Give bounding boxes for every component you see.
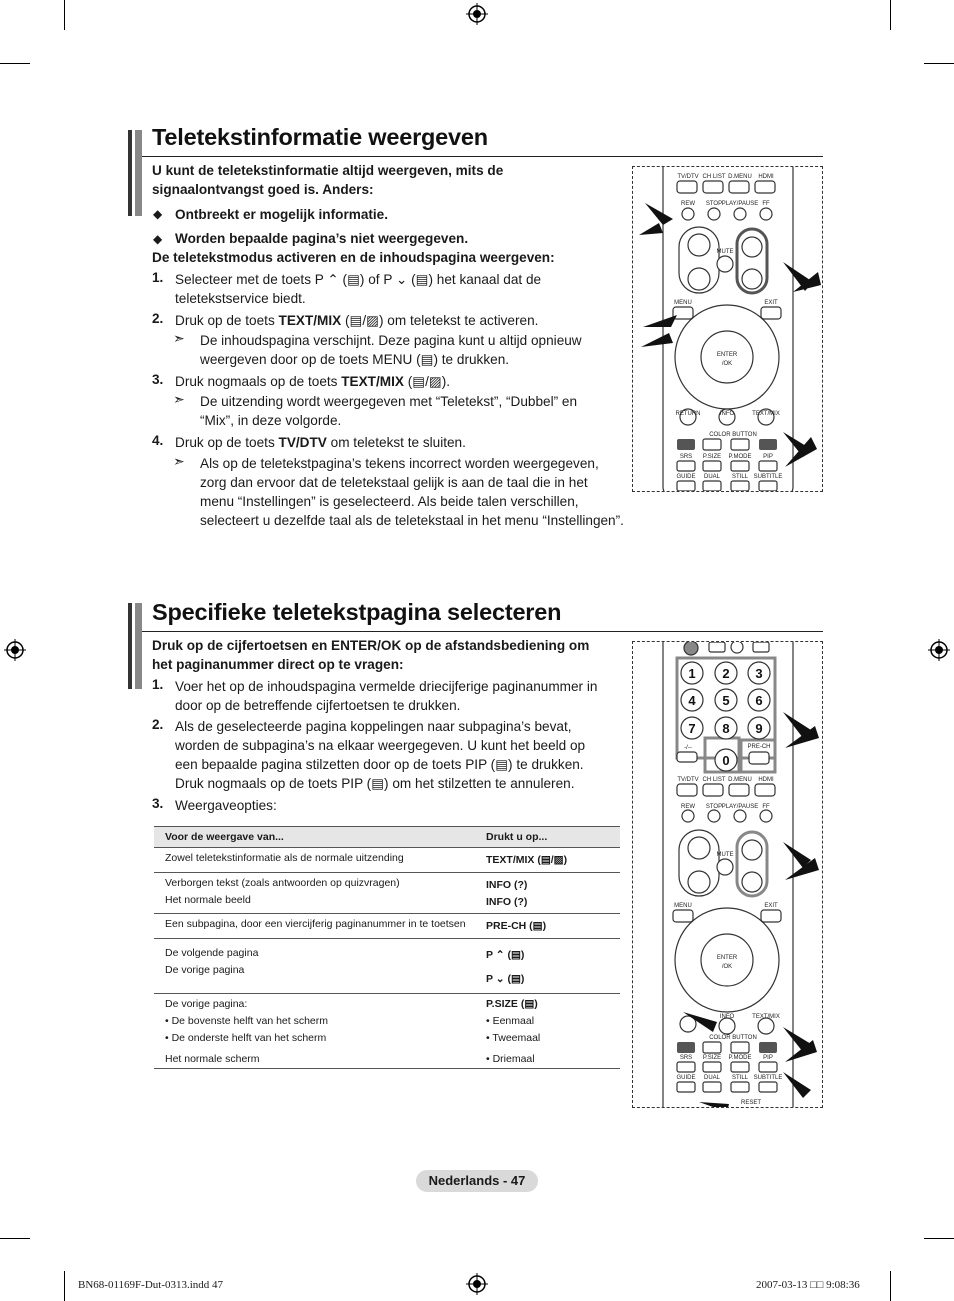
registration-mark-icon (4, 639, 26, 661)
options-table (154, 826, 620, 1069)
svg-text:MENU: MENU (674, 903, 692, 909)
svg-text:GUIDE: GUIDE (676, 1075, 696, 1081)
table-header-cell: Voor de weergave van... (154, 827, 475, 848)
table-cell: Het normale beeld (165, 894, 251, 906)
subheading: De teletekstmodus activeren en de inhoudspagina weergeven: (152, 250, 555, 265)
digit-label: 9 (755, 721, 763, 736)
note-text: De uitzending wordt weergegeven met “Teletekst”, “Dubbel” en (200, 394, 578, 409)
crop-mark (890, 0, 891, 30)
intro-text: Druk op de cijfertoetsen en ENTER/OK op de afstandsbediening om (152, 638, 590, 653)
table-cell: De vorige pagina (165, 964, 245, 976)
crop-mark (924, 63, 954, 64)
section-bar (135, 603, 142, 689)
crop-mark (890, 1271, 891, 1301)
svg-text:P.SIZE: P.SIZE (702, 454, 722, 460)
intro-text: U kunt de teletekstinformatie altijd weergeven, mits de signaalontvangst goed is. Anders: (152, 163, 504, 197)
crop-mark (0, 1238, 30, 1239)
table-cell: INFO (?) (486, 896, 528, 908)
svg-text:TV/DTV: TV/DTV (677, 777, 699, 783)
table-row (154, 873, 620, 914)
svg-text:PLAY/PAUSE: PLAY/PAUSE (721, 201, 759, 207)
svg-text:D.MENU: D.MENU (728, 777, 752, 783)
diamond-bullet-icon: ◆ (153, 232, 163, 246)
svg-text:INFO: INFO (719, 1014, 735, 1020)
svg-text:EXIT: EXIT (764, 903, 778, 909)
step-text: Druk nogmaals op de toets TEXT/MIX (▤/▨). (175, 374, 451, 389)
svg-text:/OK: /OK (721, 361, 733, 367)
svg-text:PIP: PIP (763, 1055, 773, 1061)
table-header-cell: Drukt u op... (475, 827, 620, 848)
svg-text:REW: REW (681, 804, 695, 810)
registration-mark-icon (466, 3, 488, 25)
table-cell: Een subpagina, door een viercijferig paginanummer in te toetsen (165, 918, 466, 930)
note-text: weergeven door op de toets MENU (▤) te drukken. (200, 352, 510, 367)
remote-illustration (632, 166, 823, 492)
table-cell: Verborgen tekst (zoals antwoorden op quizvragen) (165, 877, 400, 889)
svg-text:MUTE: MUTE (716, 852, 734, 858)
step-text: Druk op de toets TEXT/MIX (▤/▨) om teletekst te activeren. (175, 313, 539, 328)
svg-text:RESET: RESET (740, 1100, 762, 1106)
svg-text:P.MODE: P.MODE (728, 454, 752, 460)
step-text: Selecteer met de toets P ⌃ (▤) of P ⌄ (▤) het kanaal dat de (175, 272, 542, 287)
note-arrow-icon: ➣ (173, 391, 185, 407)
svg-text:DUAL: DUAL (703, 1075, 721, 1081)
svg-text:TEXT/MIX: TEXT/MIX (752, 1014, 780, 1020)
svg-text:INFO: INFO (719, 411, 735, 417)
step-text: Druk op de toets TV/DTV om teletekst te sluiten. (175, 435, 466, 450)
step-text: teletekstservice biedt. (175, 291, 306, 306)
svg-text:HDMI: HDMI (758, 777, 774, 783)
table-cell: TEXT/MIX (▤/▨) (486, 854, 568, 866)
date-imprint: 2007-03-13 □□ 9:08:36 (756, 1279, 860, 1291)
table-cell: De vorige pagina: (165, 998, 248, 1010)
svg-text:ENTER: ENTER (716, 352, 738, 358)
svg-text:D.MENU: D.MENU (728, 174, 752, 180)
svg-text:MUTE: MUTE (716, 249, 734, 255)
note-text: zorg dan ervoor dat de teletekstaal gelijk is aan de taal die in het (200, 475, 588, 490)
crop-mark (64, 0, 65, 30)
digit-label: 7 (688, 721, 696, 736)
table-row (154, 939, 620, 994)
digit-label: 0 (722, 753, 730, 768)
section-bar (128, 130, 132, 216)
bullet-text: Ontbreekt er mogelijk informatie. (175, 207, 389, 222)
table-row (154, 848, 620, 873)
page-number: Nederlands - 47 (416, 1170, 538, 1192)
diamond-bullet-icon: ◆ (153, 207, 163, 221)
file-imprint: BN68-01169F-Dut-0313.indd 47 (78, 1279, 224, 1291)
svg-text:SUBTITLE: SUBTITLE (753, 474, 783, 480)
table-cell: P ⌄ (▤) (486, 973, 525, 985)
svg-text:EXIT: EXIT (764, 300, 778, 306)
svg-text:COLOR BUTTON: COLOR BUTTON (709, 1035, 757, 1041)
registration-mark-icon (928, 639, 950, 661)
svg-text:TEXT/MIX: TEXT/MIX (752, 411, 780, 417)
section-title: Specifieke teletekstpagina selecteren (152, 599, 562, 625)
bullet-text: Worden bepaalde pagina’s niet weergegeven. (175, 231, 469, 246)
step-text: door op de betreffende cijfertoetsen te drukken. (175, 698, 461, 713)
note-text: De inhoudspagina verschijnt. Deze pagina kunt u altijd opnieuw (200, 333, 582, 348)
svg-text:PLAY/PAUSE: PLAY/PAUSE (721, 804, 759, 810)
table-cell: P ⌃ (▤) (486, 949, 525, 961)
table-cell: • De bovenste helft van het scherm (165, 1015, 329, 1027)
note-text: “Mix”, in deze volgorde. (200, 413, 342, 428)
table-cell: • Eenmaal (486, 1015, 535, 1027)
svg-text:STILL: STILL (731, 474, 749, 480)
intro-text: het paginanummer direct op te vragen: (152, 657, 404, 672)
svg-text:MENU: MENU (674, 300, 692, 306)
svg-text:PIP: PIP (763, 454, 773, 460)
step-number: 3. (152, 372, 164, 387)
table-cell: P.SIZE (▤) (486, 998, 538, 1010)
section-bar (135, 130, 142, 216)
svg-text:-/--: -/-- (684, 745, 692, 751)
table-cell: Het normale scherm (165, 1053, 260, 1065)
svg-text:SRS: SRS (679, 454, 693, 460)
crop-mark (924, 1238, 954, 1239)
svg-text:PRE-CH: PRE-CH (747, 744, 771, 750)
svg-text:COLOR BUTTON: COLOR BUTTON (709, 432, 757, 438)
svg-text:GUIDE: GUIDE (676, 474, 696, 480)
step-text: Druk nogmaals op de toets PIP (▤) om het stilzetten te annuleren. (175, 776, 575, 791)
svg-text:CH LIST: CH LIST (702, 174, 726, 180)
section-title: Teletekstinformatie weergeven (152, 124, 488, 150)
step-number: 3. (152, 796, 164, 811)
table-header-row (154, 827, 620, 848)
svg-text:ENTER: ENTER (716, 955, 738, 961)
table-row (154, 994, 620, 1069)
digit-label: 3 (755, 666, 763, 681)
svg-text:FF: FF (762, 201, 770, 207)
svg-text:FF: FF (762, 804, 770, 810)
table-cell: • De onderste helft van het scherm (165, 1032, 327, 1044)
digit-label: 6 (755, 693, 763, 708)
svg-text:STOP: STOP (705, 804, 723, 810)
digit-label: 2 (722, 666, 730, 681)
step-number: 1. (152, 677, 164, 692)
svg-text:P.MODE: P.MODE (728, 1055, 752, 1061)
step-number: 1. (152, 270, 164, 285)
svg-text:RETURN: RETURN (675, 411, 701, 417)
step-number: 2. (152, 311, 164, 326)
section-bar (128, 603, 132, 689)
svg-text:REW: REW (681, 201, 695, 207)
svg-text:P.SIZE: P.SIZE (702, 1055, 722, 1061)
digit-label: 1 (688, 666, 696, 681)
registration-mark-icon (466, 1273, 488, 1295)
digit-label: 5 (722, 693, 730, 708)
svg-text:TV/DTV: TV/DTV (677, 174, 699, 180)
svg-text:STOP: STOP (705, 201, 723, 207)
svg-text:/OK: /OK (721, 964, 733, 970)
svg-text:DUAL: DUAL (703, 474, 721, 480)
svg-text:STILL: STILL (731, 1075, 749, 1081)
table-cell: • Driemaal (486, 1053, 535, 1065)
table-row (154, 914, 620, 939)
svg-text:SRS: SRS (679, 1055, 693, 1061)
step-text: worden de subpagina’s na elkaar weergegeven. U kunt het beeld op (175, 738, 586, 753)
note-arrow-icon: ➣ (173, 330, 185, 346)
remote-illustration (632, 641, 823, 1108)
svg-text:CH LIST: CH LIST (702, 777, 726, 783)
digit-label: 8 (722, 721, 730, 736)
crop-mark (0, 63, 30, 64)
title-rule (142, 631, 823, 632)
note-text: menu “Instellingen” is geselecteerd. Als beide talen verschillen, (200, 494, 579, 509)
digit-label: 4 (688, 693, 696, 708)
note-arrow-icon: ➣ (173, 453, 185, 469)
table-cell: INFO (?) (486, 879, 528, 891)
step-text: Als de geselecteerde pagina koppelingen naar subpagina’s bevat, (175, 719, 572, 734)
step-text: Weergaveopties: (175, 798, 277, 813)
step-text: Voer het op de inhoudspagina vermelde driecijferige paginanummer in (175, 679, 598, 694)
crop-mark (64, 1271, 65, 1301)
step-number: 2. (152, 717, 164, 732)
table-cell: • Tweemaal (486, 1032, 541, 1044)
svg-text:SUBTITLE: SUBTITLE (753, 1075, 783, 1081)
note-text: selecteert u dezelfde taal als de teletekstaal in het menu “Instellingen”. (200, 513, 624, 528)
note-text: Als op de teletekstpagina’s tekens incorrect worden weergegeven, (200, 456, 599, 471)
table-cell: De volgende pagina (165, 947, 259, 959)
step-number: 4. (152, 433, 164, 448)
table-cell: Zowel teletekstinformatie als de normale uitzending (165, 852, 404, 864)
svg-text:HDMI: HDMI (758, 174, 774, 180)
table-cell: PRE-CH (▤) (486, 920, 547, 932)
step-text: een bepaalde pagina stilzetten door op de toets PIP (▤) te drukken. (175, 757, 584, 772)
title-rule (142, 156, 823, 157)
